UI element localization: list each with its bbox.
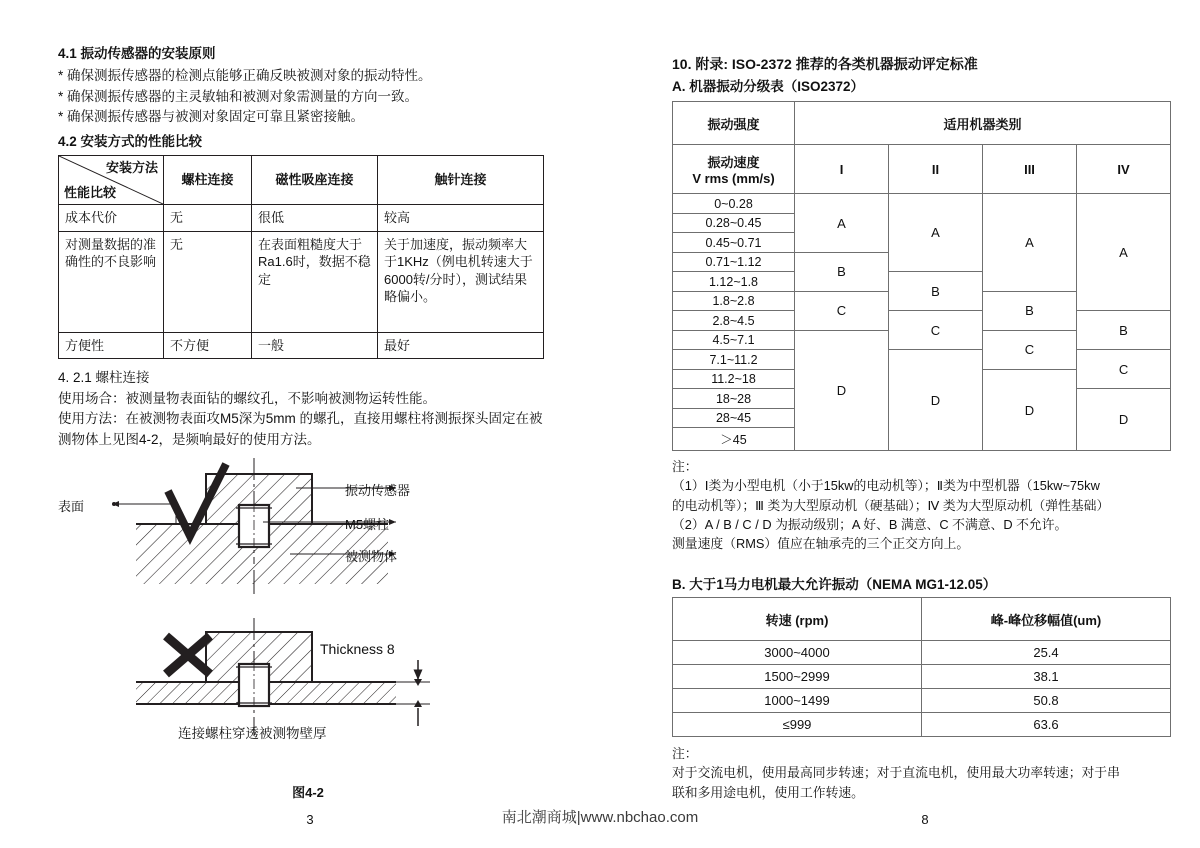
column-header-rpm: 转速 (rpm) bbox=[673, 598, 922, 641]
heading-4-1: 4.1 振动传感器的安装原则 bbox=[58, 46, 216, 61]
rpm-value: 1500~2999 bbox=[673, 665, 922, 689]
velocity-range: 0.71~1.12 bbox=[673, 252, 795, 272]
page-number-left: 3 bbox=[306, 812, 314, 827]
iso-header-row-1 bbox=[673, 102, 1171, 145]
table-row bbox=[673, 689, 1171, 713]
displacement-value: 25.4 bbox=[922, 641, 1171, 665]
grade-cell-I: A bbox=[795, 194, 889, 253]
table-row bbox=[673, 641, 1171, 665]
iso-header-row-2 bbox=[673, 145, 1171, 194]
grade-cell-II: A bbox=[889, 194, 983, 272]
notes-b-line: 对于交流电机，使用最高同步转速；对于直流电机，使用最大功率转速；对于串 bbox=[672, 765, 1120, 781]
rpm-value: ≤999 bbox=[673, 713, 922, 737]
label-thickness: Thickness 8 bbox=[320, 641, 395, 657]
table-row bbox=[673, 665, 1171, 689]
grade-cell-IV: D bbox=[1077, 389, 1171, 451]
rpm-value: 3000~4000 bbox=[673, 641, 922, 665]
displacement-value: 50.8 bbox=[922, 689, 1171, 713]
diagonal-header-cell bbox=[59, 156, 164, 205]
grade-cell-IV: A bbox=[1077, 194, 1171, 311]
figure-caption: 图4-2 bbox=[292, 785, 324, 800]
label-object: 被测物体 bbox=[345, 549, 398, 564]
table-header-row bbox=[673, 598, 1171, 641]
velocity-range: 11.2~18 bbox=[673, 369, 795, 389]
table-row bbox=[673, 194, 1171, 214]
machine-class-group-header: 适用机器类别 bbox=[795, 102, 1171, 145]
velocity-header bbox=[673, 145, 795, 194]
bullet-line: * 确保测振传感器的主灵敏轴和被测对象需测量的方向一致。 bbox=[58, 88, 419, 104]
figure-bottom-caption: 连接螺柱穿透被测物壁厚 bbox=[178, 726, 327, 741]
grade-cell-III: D bbox=[983, 369, 1077, 451]
figure-drawing bbox=[58, 436, 578, 766]
table-cell: 最好 bbox=[378, 332, 544, 359]
grade-cell-III: C bbox=[983, 330, 1077, 369]
table-cell: 无 bbox=[164, 231, 252, 332]
class-header-III: III bbox=[983, 145, 1077, 194]
velocity-range: 1.12~1.8 bbox=[673, 272, 795, 292]
table-cell: 在表面粗糙度大于Ra1.6时，数据不稳定 bbox=[252, 231, 378, 332]
table-row bbox=[59, 205, 544, 232]
notes-a-line: （2）A / B / C / D 为振动级别；A 好、B 满意、C 不满意、D 不允许。 bbox=[672, 516, 1068, 532]
label-stud: M5螺柱 bbox=[345, 517, 390, 532]
column-header-displacement: 峰-峰位移幅值(um) bbox=[922, 598, 1171, 641]
velocity-range: 28~45 bbox=[673, 408, 795, 428]
iso-2372-severity-table bbox=[672, 101, 1171, 451]
figure-4-2 bbox=[58, 436, 578, 766]
heading-section-10: 10. 附录: ISO-2372 推荐的各类机器振动评定标准 bbox=[672, 56, 978, 72]
right-column bbox=[672, 54, 1172, 802]
table-header-row bbox=[59, 156, 544, 205]
velocity-range: 0.28~0.45 bbox=[673, 213, 795, 233]
velocity-range: 4.5~7.1 bbox=[673, 330, 795, 350]
grade-cell-II: B bbox=[889, 272, 983, 311]
bullet-line: * 确保测振传感器的检测点能够正确反映被测对象的振动特性。 bbox=[58, 68, 432, 84]
cross-mark-icon bbox=[166, 636, 210, 674]
table-cell: 不方便 bbox=[164, 332, 252, 359]
heading-4-2: 4.2 安装方式的性能比较 bbox=[58, 133, 203, 149]
row-label: 成本代价 bbox=[59, 205, 164, 232]
heading-4-2-1: 4. 2.1 螺柱连接 bbox=[58, 370, 150, 386]
notes-a-line: 的电动机等）；Ⅲ 类为大型原动机（硬基础）；Ⅳ 类为大型原动机（弹性基础） bbox=[672, 497, 1110, 513]
footer-watermark: 南北潮商城|www.nbchao.com bbox=[501, 809, 699, 826]
displacement-value: 38.1 bbox=[922, 665, 1171, 689]
table-cell: 一般 bbox=[252, 332, 378, 359]
table-row bbox=[673, 311, 1171, 331]
notes-a-title: 注： bbox=[672, 459, 698, 475]
class-header-I: I bbox=[795, 145, 889, 194]
label-sensor: 振动传感器 bbox=[345, 483, 411, 498]
velocity-header-line2: V rms (mm/s) bbox=[692, 171, 775, 187]
velocity-header-line1: 振动速度 bbox=[707, 155, 760, 171]
grade-cell-II: C bbox=[889, 311, 983, 350]
heading-section-B: B. 大于1马力电机最大允许振动（NEMA MG1-12.05） bbox=[672, 577, 997, 593]
velocity-range: 18~28 bbox=[673, 389, 795, 409]
velocity-range: 1.8~2.8 bbox=[673, 291, 795, 311]
row-label: 方便性 bbox=[59, 332, 164, 359]
table-row bbox=[673, 713, 1171, 737]
label-surface: 表面 bbox=[58, 499, 85, 514]
notes-a-line: （1）Ⅰ类为小型电机（小于15kw的电动机等）；Ⅱ类为中型机器（15kw~75kw bbox=[672, 478, 1100, 494]
usage-method-paragraph: 使用方法：在被测物表面攻M5深为5mm 的螺孔，直接用螺柱将测振探头固定在被测物体上见图4-2，是频响最好的使用方法。 bbox=[58, 411, 543, 448]
table-cell: 无 bbox=[164, 205, 252, 232]
notes-b-line: 联和多用途电机，使用工作转速。 bbox=[672, 784, 864, 800]
grade-cell-I: B bbox=[795, 252, 889, 291]
class-header-II: II bbox=[889, 145, 983, 194]
left-column bbox=[58, 44, 558, 451]
mounting-comparison-table bbox=[58, 155, 544, 359]
grade-cell-IV: C bbox=[1077, 350, 1171, 389]
grade-cell-I: D bbox=[795, 330, 889, 451]
table-row bbox=[59, 332, 544, 359]
bullet-line: * 确保测振传感器与被测对象固定可靠且紧密接触。 bbox=[58, 109, 365, 125]
corner-label-method: 安装方法 bbox=[105, 160, 158, 176]
table-row bbox=[673, 350, 1171, 370]
grade-cell-II: D bbox=[889, 350, 983, 451]
grade-cell-III: B bbox=[983, 291, 1077, 330]
velocity-range: 7.1~11.2 bbox=[673, 350, 795, 370]
notes-a-line: 测量速度（RMS）值应在轴承壳的三个正交方向上。 bbox=[672, 536, 970, 551]
column-header: 螺柱连接 bbox=[164, 156, 252, 205]
nema-mg1-table bbox=[672, 597, 1171, 737]
velocity-range: 0.45~0.71 bbox=[673, 233, 795, 253]
row-label: 对测量数据的准确性的不良影响 bbox=[59, 231, 164, 332]
usage-scenario-line: 使用场合：被测量物表面钻的螺纹孔，不影响被测物运转性能。 bbox=[58, 390, 436, 406]
velocity-range: ＞45 bbox=[673, 428, 795, 451]
page-number-right: 8 bbox=[921, 812, 929, 827]
notes-b-title: 注： bbox=[672, 746, 698, 762]
heading-section-A: A. 机器振动分级表（ISO2372） bbox=[672, 79, 865, 94]
grade-cell-IV: B bbox=[1077, 311, 1171, 350]
corner-label-performance: 性能比较 bbox=[64, 184, 117, 200]
grade-cell-III: A bbox=[983, 194, 1077, 292]
displacement-value: 63.6 bbox=[922, 713, 1171, 737]
velocity-range: 0~0.28 bbox=[673, 194, 795, 214]
rpm-value: 1000~1499 bbox=[673, 689, 922, 713]
column-header: 触针连接 bbox=[378, 156, 544, 205]
table-row bbox=[59, 231, 544, 332]
severity-header: 振动强度 bbox=[673, 102, 795, 145]
table-cell: 很低 bbox=[252, 205, 378, 232]
velocity-range: 2.8~4.5 bbox=[673, 311, 795, 331]
class-header-IV: IV bbox=[1077, 145, 1171, 194]
table-cell: 较高 bbox=[378, 205, 544, 232]
column-header: 磁性吸座连接 bbox=[252, 156, 378, 205]
table-cell: 关于加速度，振动频率大于1KHz（例电机转速大于6000转/分时），测试结果略偏小。 bbox=[378, 231, 544, 332]
grade-cell-I: C bbox=[795, 291, 889, 330]
